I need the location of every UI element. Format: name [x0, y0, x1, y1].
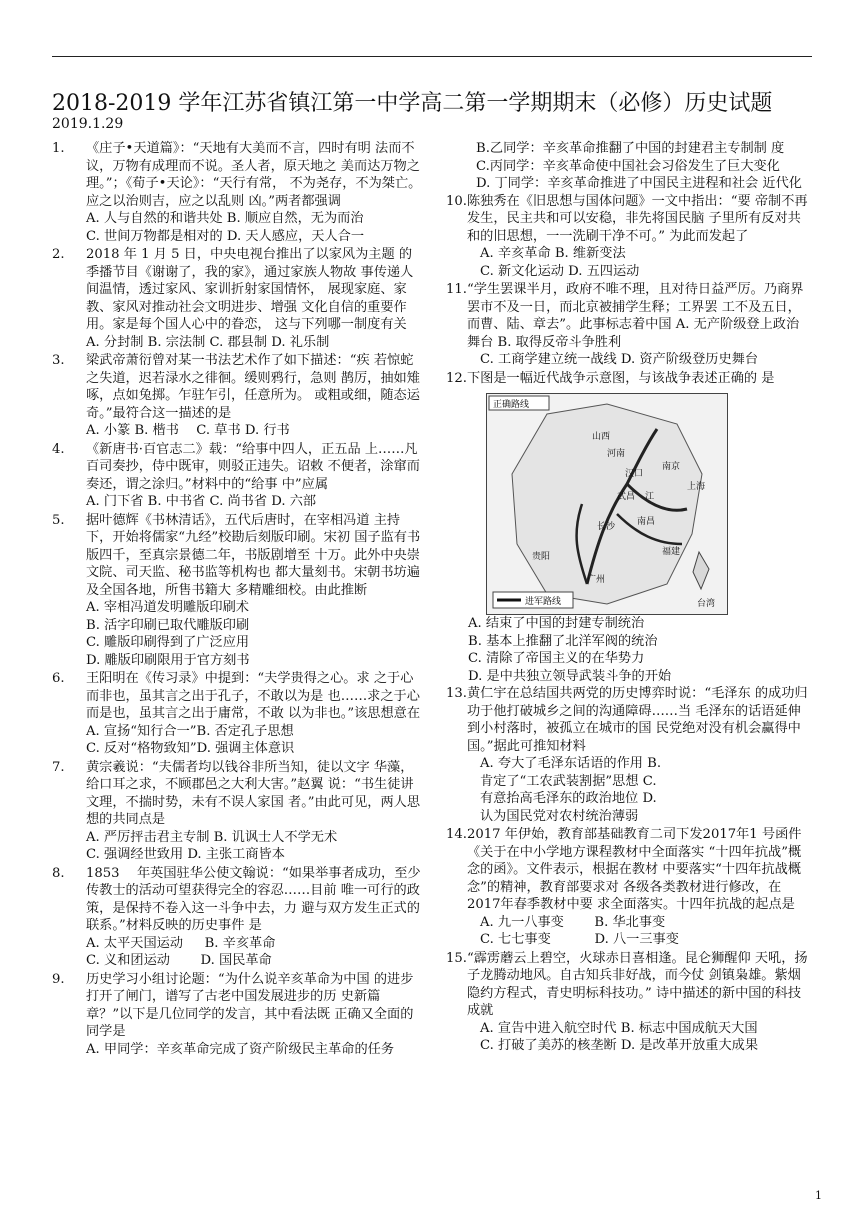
question-item	[52, 759, 422, 864]
war-map-figure	[486, 393, 728, 615]
question-item	[446, 281, 811, 369]
question-number: 6.	[52, 671, 65, 686]
question-stem	[446, 950, 811, 1020]
left-column	[52, 140, 422, 1059]
answer-option: A. 宣告中进入航空时代 B. 标志中国成航天大国	[480, 1020, 758, 1036]
question-number: 14.	[446, 827, 467, 842]
question-text: 据叶德辉《书林清话》，五代后唐时，在宰相冯道 主持下，开始将儒家“九经”校勘后刻版印刷。宋初 国子监有书版四千，至真宗景德二年，书版剧增至 十万。此外中央崇文院、司天监、秘书监等机构也 都大量刻书。宋朝书坊遍及全国各地，所售书籍大 多精雕细校。由此推断	[86, 512, 421, 598]
question-stem	[446, 193, 811, 246]
question-text: 陈独秀在《旧思想与国体问题》一文中指出：“要 帝制不再发生，民主共和可以安稳，非先将国民脑 子里所有反对共和的旧思想，一一洗刷干净不可。” 为此而发起了	[466, 193, 808, 244]
answer-option: D. 雕版印刷限用于官方刻书	[86, 652, 250, 668]
map-label: 武昌	[617, 492, 636, 502]
answer-option: A. 甲同学：辛亥革命完成了资产阶级民主革命的任务	[86, 1041, 395, 1057]
question-text: 黄宗羲说：“夫儒者均以钱谷非所当知，徒以文字 华藻，给口耳之求，不顾郡邑之大利大害。”赵翼 说：“书生徒讲文理，不揣时势，未有不误人家国 者。”由此可见，两人思想的共同点是	[86, 759, 421, 827]
question-stem	[52, 441, 422, 494]
answer-option: A. 小篆 B. 楷书 C. 草书 D. 行书	[86, 423, 290, 438]
question-stem	[52, 670, 422, 723]
question-stem	[52, 759, 422, 829]
question-stem	[446, 281, 811, 351]
question-number: 3.	[52, 353, 65, 368]
question-number: 5.	[52, 512, 65, 528]
question-stem	[446, 685, 811, 755]
question-item	[52, 246, 422, 351]
answer-option: A. 辛亥革命 B. 维新变法	[480, 246, 626, 261]
question-text: 下图是一幅近代战争示意图，与该战争表述正确的 是	[466, 370, 775, 386]
answer-option: C. 七七事变 D. 八一三事变	[480, 932, 679, 947]
map-label: 广州	[587, 575, 606, 585]
q9-option-d: D. 丁同学：辛亥革命推进了中国民主进程和社会 近代化	[476, 176, 802, 191]
map-label: 山西	[592, 432, 611, 442]
question-number: 11.	[446, 282, 467, 297]
question-text: 《庄子•天道篇》：“天地有大美而不言，四时有明 法而不议，万物有成理而不说。圣人者，原天地之 美而达万物之理。”；《荀子•天论》：“天行有常， 不为尧存，不为桀亡。应之以治则吉，应之以乱则 凶。”两者都强调	[86, 141, 422, 209]
question-text: 历史学习小组讨论题：“为什么说辛亥革命为中国 的进步打开了闸门，谱写了古老中国发展进步的历 史新篇章？”以下是几位同学的发言，其中看法既 正确又全面的同学是	[86, 971, 414, 1039]
map-label: 贵阳	[532, 552, 551, 562]
answer-option: 有意抬高毛泽东的政治地位 D.	[480, 791, 657, 806]
map-label: 上海	[687, 482, 706, 492]
exam-date: 2019.1.29	[52, 116, 124, 132]
answer-option: A. 严厉抨击君主专制 B. 讥讽士人不学无术	[86, 829, 338, 845]
question-stem	[52, 971, 422, 1041]
question-stem	[52, 352, 422, 422]
question-stem	[52, 140, 422, 210]
question-text: 梁武帝萧衍曾对某一书法艺术作了如下描述：“疾 若惊蛇之失道，迟若渌水之徘徊。缓则鸦行，急则 鹊厉，抽如雉啄，点如兔掷。乍驻乍引，任意所为。 或粗或细，随态运奇。”最符合这一描述的是	[86, 353, 420, 421]
answer-option: B. 活字印刷已取代雕版印刷	[86, 617, 250, 633]
map-title: 正确路线	[493, 400, 530, 410]
question-item	[52, 670, 422, 758]
map-label: 河南	[607, 449, 626, 459]
answer-option: C. 义和团运动 D. 国民革命	[86, 953, 272, 968]
question-stem	[52, 865, 422, 935]
map-label: 南京	[662, 462, 681, 472]
answer-option: A. 夸大了毛泽东话语的作用 B.	[480, 756, 662, 771]
map-legend: 进军路线	[525, 597, 562, 607]
question-item	[446, 193, 811, 281]
question-text: “学生罢课半月，政府不唯不理，且对待日益严厉。乃商界罢市不及一日，而北京被捕学生释；工界罢 工不及五日，而曹、陆、章去”。此事标志着中国 A. 无产阶级登上政治舞台 B. 取得反帝斗争胜利	[466, 282, 804, 350]
answer-option: A. 宰相冯道发明雕版印刷术	[86, 600, 249, 615]
question-number: 1.	[52, 141, 65, 156]
answer-option: A. 九一八事变 B. 华北事变	[480, 914, 666, 930]
question-stem	[446, 826, 811, 914]
map-label: 台湾	[697, 599, 716, 609]
question-item	[52, 441, 422, 511]
question-item	[52, 352, 422, 440]
answer-option: C. 新文化运动 D. 五四运动	[480, 263, 640, 279]
question-item	[52, 865, 422, 970]
answer-option: C. 打破了美苏的核垄断 D. 是改革开放重大成果	[480, 1038, 759, 1053]
answer-option: C. 工商学建立统一战线 D. 资产阶级登历史舞台	[480, 352, 759, 367]
answer-option: A. 人与自然的和谐共处 B. 顺应自然，无为而治	[86, 211, 364, 226]
question-stem	[52, 246, 422, 334]
question-text: 王阳明在《传习录》中提到：“夫学贵得之心。求 之于心而非也，虽其言之出于孔子，不敢以为是 也……求之于心而是也，虽其言之出于庸常，不敢 以为非也。”该思想意在	[86, 671, 421, 721]
answer-option: A. 分封制 B. 宗法制 C. 郡县制 D. 礼乐制	[86, 334, 330, 350]
top-rule	[52, 56, 812, 57]
question-text: “霹雳蘑云上碧空，火球赤日喜相逢。昆仑狮醒仰 天吼，扬子龙腾动地风。自古知兵非好战，而今仗 剑镇枭雄。紫烟隐约方程式，青史明标科技功。” 诗中描述的新中国的科技成就	[466, 950, 808, 1018]
answer-option: C. 反对“格物致知”D. 强调主体意识	[86, 741, 295, 756]
question-text: 1853 年英国驻华公使文翰说：“如果举事者成功，至少传教士的活动可望获得完全的容忍……目前 唯一可行的政策，是保持不卷入这一斗争中去，力 避与双方发生正式的联系。”材料反映的历史事件 是	[86, 865, 421, 933]
question-number: 10.	[446, 193, 467, 209]
question-text: 2018 年 1 月 5 日，中央电视台推出了以家风为主题 的季播节目《谢谢了，我的家》，通过家族人物故 事传递人间温情，透过家风、家训折射家国情怀， 展现家庭、家教、家风对推动社会文明进步、增强 文化自信的重要作用。家是每个国人心中的眷恋， 这与下列哪一制度有关	[86, 247, 414, 332]
answer-option: C. 世间万物都是相对的 D. 天人感应，天人合一	[86, 228, 365, 244]
question-number: 7.	[52, 759, 65, 775]
page-title: 2018-2019 学年江苏省镇江第一中学高二第一学期期末（必修）历史试题	[52, 91, 773, 116]
q9-option-b: B.乙同学：辛亥革命推翻了中国的封建君主专制制 度	[476, 141, 785, 156]
question-number: 4.	[52, 441, 65, 457]
question-number: 13.	[446, 686, 467, 701]
map-label: 长沙	[597, 522, 616, 532]
answer-option: C. 强调经世致用 D. 主张工商皆本	[86, 847, 285, 862]
q9-option-c: C.丙同学：辛亥革命使中国社会习俗发生了巨大变化	[476, 158, 780, 174]
question-number: 15.	[446, 950, 467, 966]
question-number: 8.	[52, 865, 65, 881]
war-map-svg	[487, 394, 727, 614]
question-number: 12.	[446, 370, 467, 386]
question-item	[446, 950, 811, 1055]
page-number: 1	[815, 1189, 822, 1202]
question-text: 2017 年伊始，教育部基础教育二司下发2017年1 号函件《关于在中小学地方课程教材中全面落实 “十四年抗战”概念的函》。文件表示，根据在教材 中要落实“十四年抗战概念”的精神，教育部要求对 各级各类教材进行修改，在2017年春季教材中要 求全面落实。十四年抗战的起点是	[466, 827, 802, 912]
question-text: 《新唐书·百官志二》载：“给事中四人，正五品 上……凡百司奏抄，侍中既审，则驳正违失。诏敕 不便者，涂窜而奏还，谓之涂归。”材料中的“给事 中”应属	[86, 441, 420, 492]
map-label: 福建	[662, 547, 681, 557]
map-label: 汉口	[625, 469, 644, 479]
answer-option: 认为国民党对农村统治薄弱	[480, 808, 639, 824]
answer-option: A. 宣扬“知行合一”B. 否定孔子思想	[86, 723, 294, 739]
question-item	[52, 971, 422, 1059]
right-column	[446, 140, 811, 1056]
question-stem	[52, 512, 422, 600]
question-item	[52, 512, 422, 670]
question-item	[446, 826, 811, 949]
taiwan-island	[693, 552, 709, 589]
q12-option-b: B. 基本上推翻了北洋军阀的统治	[468, 633, 658, 649]
q12-option-c: C. 清除了帝国主义的在华势力	[468, 651, 645, 666]
q12-option-a: A. 结束了中国的封建专制统治	[468, 616, 645, 631]
answer-option: A. 太平天国运动 B. 辛亥革命	[86, 935, 276, 951]
question-number: 9.	[52, 971, 65, 987]
question-stem	[446, 370, 811, 388]
question-item	[446, 370, 811, 388]
question-item	[446, 685, 811, 825]
answer-option: C. 雕版印刷得到了广泛应用	[86, 635, 250, 650]
question-text: 黄仁宇在总结国共两党的历史博弈时说：“毛泽东 的成功归功于他打破城乡之间的沟通障碍……当 毛泽东的话语延伸到小村落时，被孤立在城市的国 民党绝对没有机会赢得中国。”据此可推知材料	[466, 686, 808, 754]
question-number: 2.	[52, 247, 65, 262]
answer-option: 肯定了“工农武装割据”思想 C.	[480, 773, 657, 789]
map-label: 江	[645, 492, 655, 502]
question-item	[52, 140, 422, 245]
q12-option-d: D. 是中共独立领导武装斗争的开始	[468, 668, 672, 684]
map-label: 南昌	[637, 517, 656, 527]
answer-option: A. 门下省 B. 中书省 C. 尚书省 D. 六部	[86, 494, 317, 509]
